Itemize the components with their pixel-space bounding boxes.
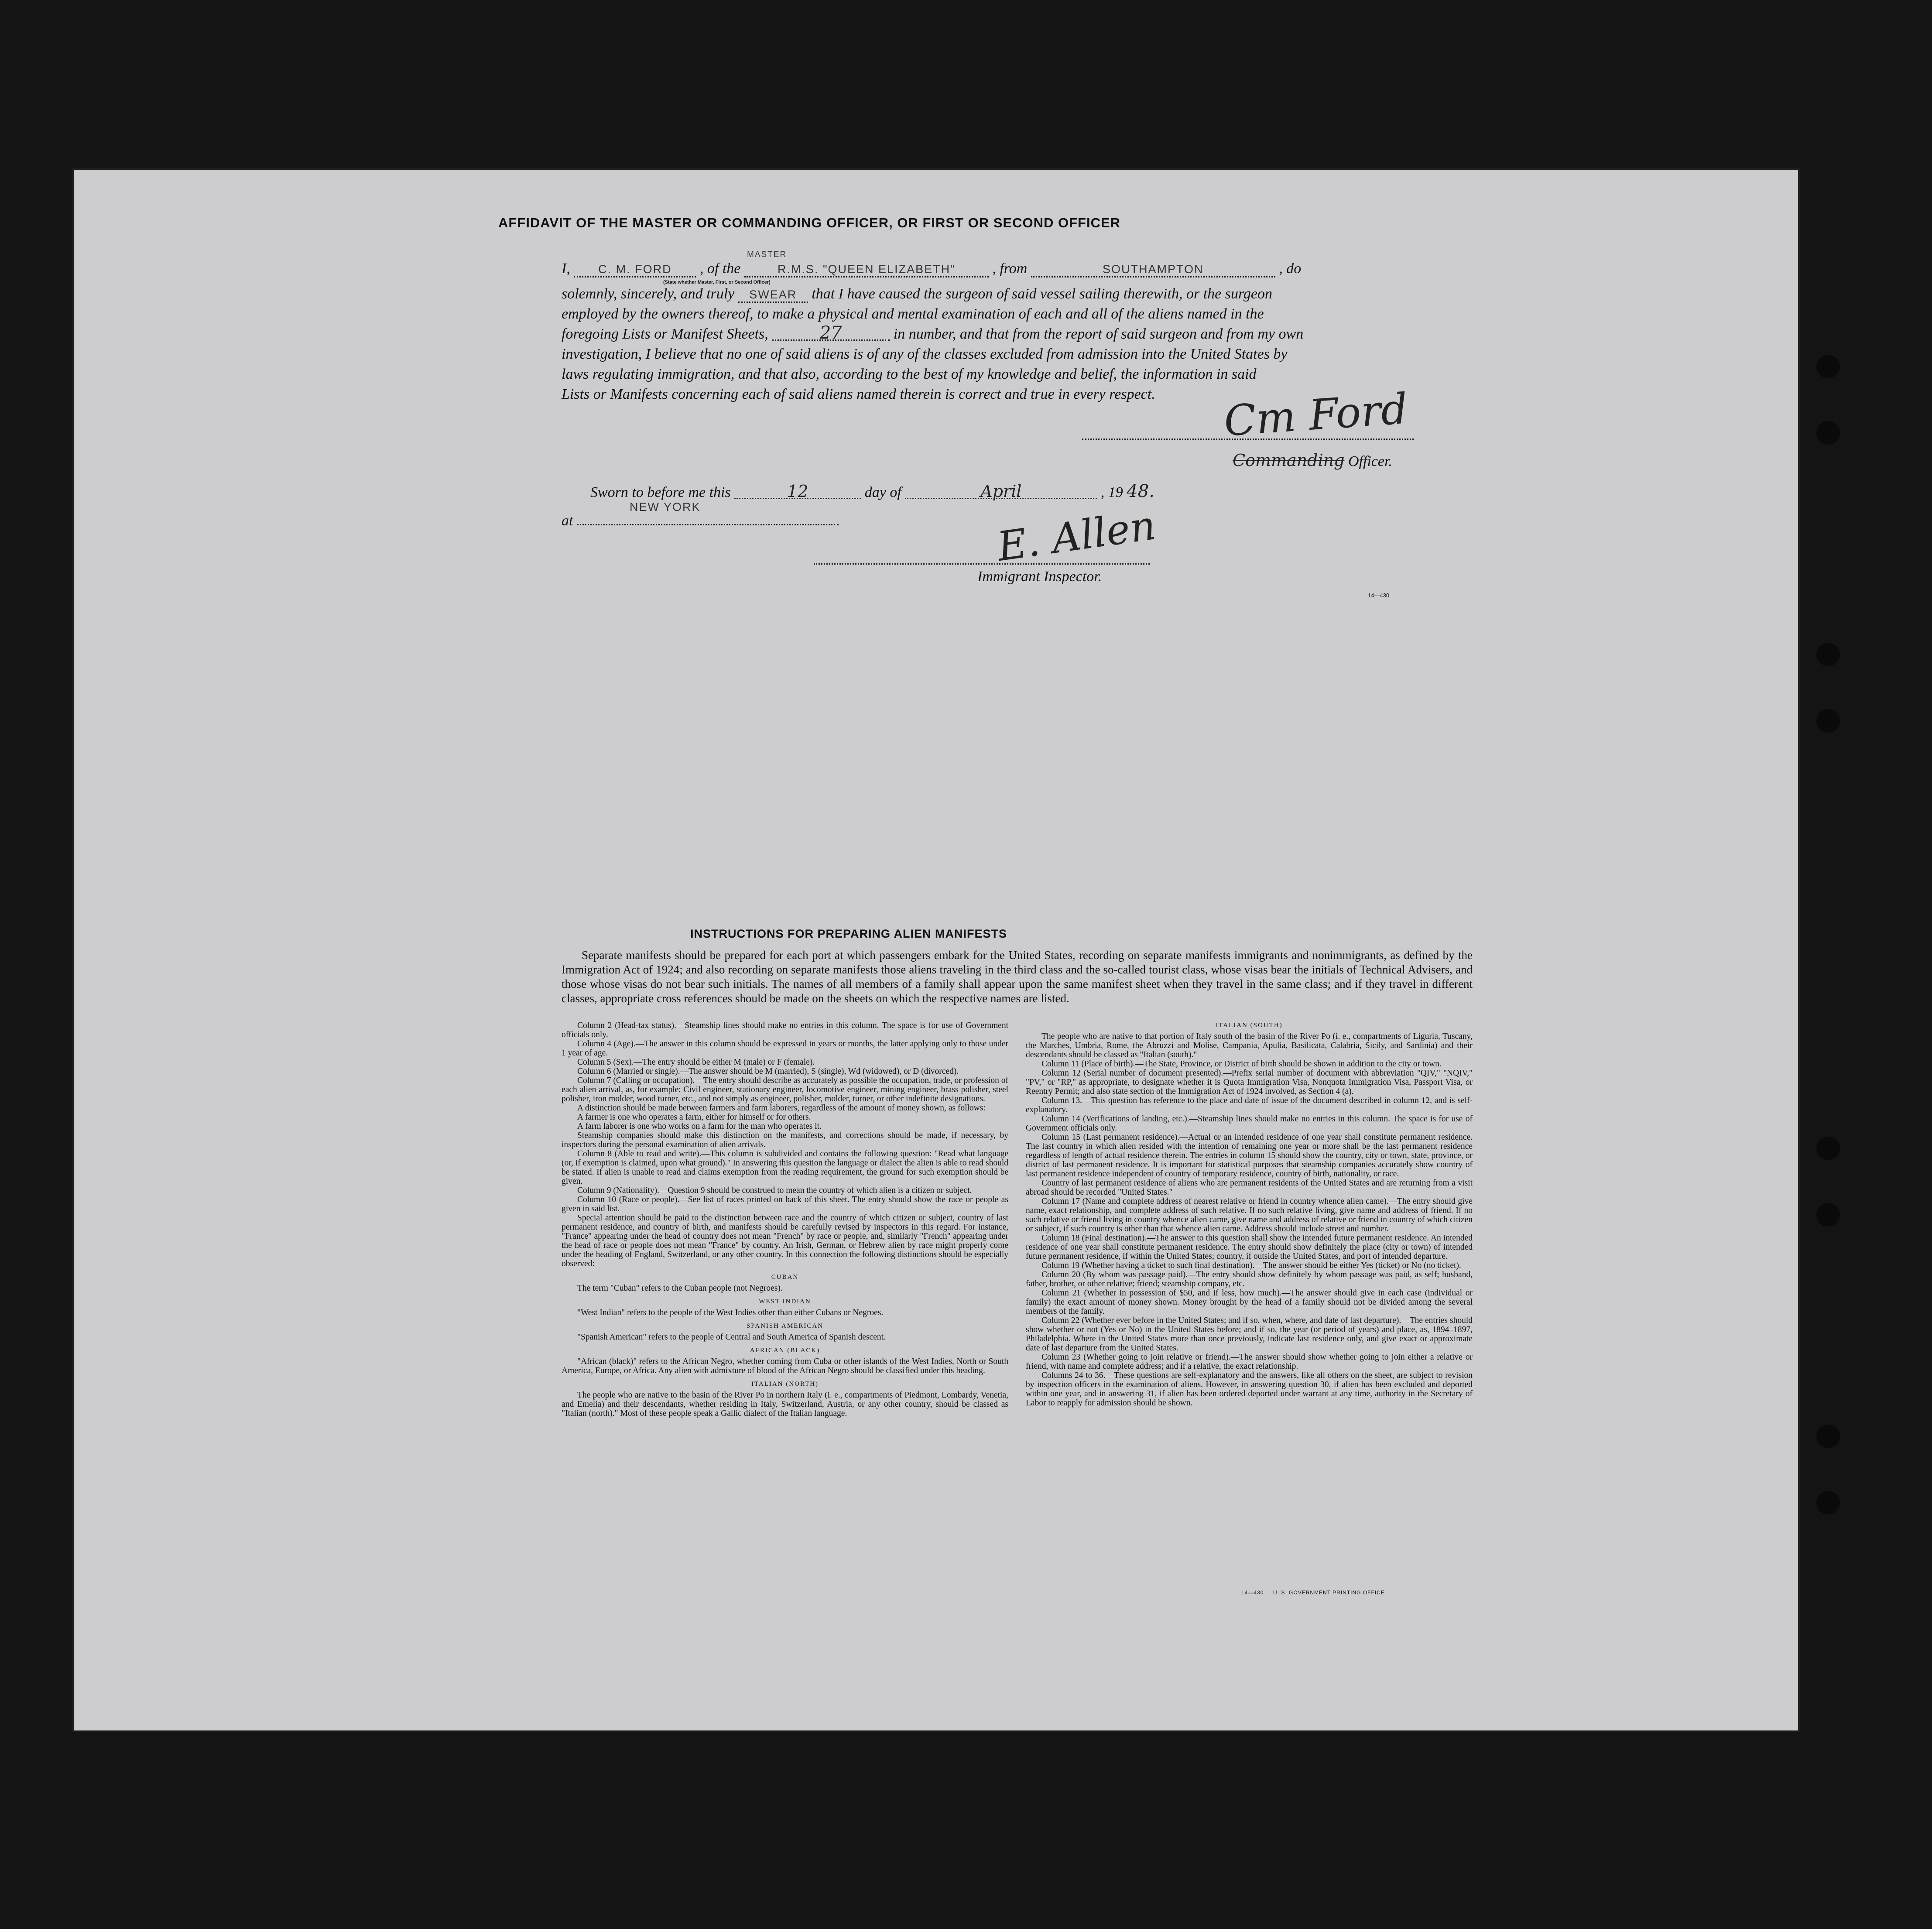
left-paragraph: Column 10 (Race or people).—See list of races printed on back of this sheet. The entry should show the race or people as given in said list.: [562, 1195, 1008, 1213]
punch-hole: [1816, 1491, 1840, 1514]
right-paragraph: Column 14 (Verifications of landing, etc.).—Steamship lines should make no entries in this column. The space is for use of Government officials only.: [1026, 1114, 1473, 1133]
right-paragraph: Column 17 (Name and complete address of nearest relative or friend in country whence alien came).—The entry should give name, exact relationship, and complete address of such relative. If no such relative living, give name and address of friend. If no such relative or friend living in country whence alien came, give name and address of relative or friend in country of which citizen or subject, if such country is other than that whence alien came. Address should include street and number.: [1026, 1197, 1473, 1233]
right-paragraph: Column 22 (Whether ever before in the United States; and if so, when, where, and date of last departure).—The entries should show whether or not (Yes or No) in the United States before; and if so, the year (or period of years) and place, as, 1894–1897, Philadelphia. Where in the United States more than once previously, indicate last residence only, and give exact or approximate date of last departure from the United States.: [1026, 1316, 1473, 1353]
right-paragraph: Column 20 (By whom was passage paid).—The entry should show definitely by whom passage was paid, as self; husband, father, brother, or other relative; friend; steamship company, etc.: [1026, 1270, 1473, 1288]
place-field: NEW YORK: [630, 500, 701, 514]
do-text: , do: [1279, 260, 1302, 277]
left-paragraph: Steamship companies should make this distinction on the manifests, and corrections should be made, if necessary, by inspectors during the personal examination of alien arrivals.: [562, 1131, 1008, 1149]
inspector-signature-line: [814, 563, 1150, 565]
rank-field: MASTER: [747, 250, 787, 259]
form-number: 14—430: [1368, 592, 1390, 599]
italian-north-heading: ITALIAN (NORTH): [751, 1381, 819, 1388]
port-field: SOUTHAMPTON: [1031, 263, 1275, 278]
inspector-signature: E. Allen: [994, 502, 1159, 570]
year-field: 48.: [1127, 481, 1154, 501]
officer-signature-line: [1082, 439, 1414, 440]
sheets-field: 27: [772, 326, 890, 341]
sworn-text: Sworn to before me this: [590, 484, 731, 500]
right-paragraph: Column 13.—This question has reference to the place and date of issue of the document described in column 12, and is self-explanatory.: [1026, 1096, 1473, 1114]
of-text: , of the: [699, 260, 741, 277]
punch-hole: [1816, 709, 1840, 733]
left-paragraph: Column 8 (Able to read and write).—This column is subdivided and contains the following question: "Read what language (or, if exemption is claimed, upon what ground)." In answering this question the language or dialect the alien is able to read should be stated. If alien is unable to read and claims exemption from the reading requirement, the ground for such exemption should be given.: [562, 1149, 1008, 1186]
officer-title: [1233, 451, 1392, 470]
left-paragraph: Column 7 (Calling or occupation).—The entry should describe as accurately as possible the occupation, trade, or profession of each alien arrival, as, for example: Civil engineer, stationary engineer, locomotive engineer, mining engineer, brass polisher, steel polisher, iron molder, wood turner, etc., and not simply as engineer, polisher, molder, turner, or other indefinite designations.: [562, 1076, 1008, 1103]
african-text: "African (black)" refers to the African Negro, whether coming from Cuba or other islands of the West Indies, North or South America, Europe, or Africa. Any alien with admixture of blood of the African Negro should be classified under this heading.: [562, 1357, 1008, 1375]
left-paragraph: Column 9 (Nationality).—Question 9 should be construed to mean the country of which alien is a citizen or subject.: [577, 1186, 972, 1195]
right-paragraph: Column 18 (Final destination).—The answer to this question shall show the intended future permanent residence. An intended residence of one year shall constitute permanent residence. The entry should show definitely the place (city or town) of intended future permanent residence, if within the United States; country, if outside the United States, and port of intended departure.: [1026, 1233, 1473, 1261]
spanish-american-text: "Spanish American" refers to the people of Central and South America of Spanish descent.: [577, 1333, 886, 1342]
right-paragraph: Column 21 (Whether in possession of $50, and if less, how much).—The answer should give in each case (individual or family) the exact amount of money shown. Money brought by the head of a family should not be divided among the several members of the family.: [1026, 1288, 1473, 1316]
affidavit-title: AFFIDAVIT OF THE MASTER OR COMMANDING OFFICER, OR FIRST OR SECOND OFFICER: [498, 215, 1121, 230]
right-paragraph: The people who are native to that portion of Italy south of the basin of the River Po (i. e., compartments of Liguria, Tuscany, the Marches, Umbria, Rome, the Abruzzi and Molise, Campania, Apulia, Basilicata, Calabria, Sicily, and Sardinia) and their descendants should be classed as "Italian (south).": [1026, 1032, 1473, 1059]
instructions-title: INSTRUCTIONS FOR PREPARING ALIEN MANIFESTS: [690, 927, 1007, 940]
italian-south-heading: ITALIAN (SOUTH): [1216, 1022, 1283, 1029]
from-text: , from: [992, 260, 1028, 277]
instructions-intro: Separate manifests should be prepared for each port at which passengers embark for the United States, recording on separate manifests immigrants and nonimmigrants, as defined by the Immigration Act of 1924; and also recording on separate manifests those aliens traveling in the third class and the so-called tourist class, whose visas bear the initials of Technical Advisers, and those whose visas do not bear such initials. The names of all members of a family shall appear upon the same manifest sheet when they travel in the same class; and if they travel in different classes, appropriate cross references should be made on the sheets on which the respective names are listed.: [562, 949, 1473, 1005]
affidavit-line-7: Lists or Manifests concerning each of said aliens named therein is correct and true in every respect.: [562, 386, 1155, 402]
affidavit-line-2: [562, 286, 1272, 303]
rank-note: (State whether Master, First, or Second Officer): [663, 280, 771, 285]
right-paragraph: Column 12 (Serial number of document presented).—Prefix serial number of document with abbreviation "QIV," "NQIV," "PV," or "RP," as appropriate, to designate whether it is Quota Immigration Visa, Nonquota Immigration Visa, Passport Visa, or Reentry Permit; and also state section of the Immigration Act of 1924 involved, as Section 4 (a).: [1026, 1069, 1473, 1096]
at-text: at: [562, 513, 573, 529]
inspector-title: Immigrant Inspector.: [977, 569, 1102, 585]
line2-a: solemnly, sincerely, and truly: [562, 286, 735, 302]
spanish-american-heading: SPANISH AMERICAN: [746, 1323, 824, 1329]
punch-hole: [1816, 643, 1840, 666]
line4-a: foregoing Lists or Manifest Sheets,: [562, 326, 768, 342]
sworn-line: [590, 481, 1154, 501]
officer-suffix: Officer.: [1348, 453, 1392, 469]
right-paragraph: Column 19 (Whether having a ticket to such final destination).—The answer should be either Yes (ticket) or No (no ticket).: [1041, 1261, 1461, 1270]
at-line: [562, 513, 839, 529]
affidavit-line-5: investigation, I believe that no one of said aliens is of any of the classes excluded from admission into the United States by: [562, 346, 1288, 362]
line2-b: that I have caused the surgeon of said vessel sailing therewith, or the surgeon: [812, 286, 1273, 302]
month-field: April: [905, 485, 1097, 499]
left-paragraph: Column 4 (Age).—The answer in this column should be expressed in years or months, the latter applying only to those under 1 year of age.: [562, 1039, 1008, 1058]
west-indian-heading: WEST INDIAN: [759, 1298, 811, 1305]
punch-hole: [1816, 355, 1840, 378]
punch-hole: [1816, 1137, 1840, 1160]
west-indian-text: "West Indian" refers to the people of the West Indies other than either Cubans or Negroes.: [577, 1308, 884, 1317]
instructions-left-column: [562, 1021, 1008, 1418]
instructions-right-column: [1026, 1021, 1473, 1408]
right-paragraph: Column 23 (Whether going to join relative or friend).—The answer should show whether going to join either a relative or friend, with name and complete address; and if a relative, the exact relationship.: [1026, 1353, 1473, 1371]
affidavit-line-3: employed by the owners thereof, to make a physical and mental examination of each and all of the aliens named in the: [562, 306, 1264, 322]
at-line-dots: [577, 515, 839, 525]
line4-b: in number, and that from the report of said surgeon and from my own: [893, 326, 1304, 342]
right-paragraph: Column 11 (Place of birth).—The State, Province, or District of birth should be shown in addition to the city or town.: [1041, 1059, 1442, 1069]
affidavit-line-6: laws regulating immigration, and that also, according to the best of my knowledge and belief, the information in said: [562, 366, 1257, 382]
right-paragraph: Country of last permanent residence of aliens who are permanent residents of the United States and are returning from a visit abroad should be recorded "United States.": [1026, 1179, 1473, 1197]
right-paragraph: Columns 24 to 36.—These questions are self-explanatory and the answers, like all others on the sheet, are subject to revision by inspection officers in the examination of aliens. However, in answering question 30, if alien has been excluded and deported within one year, and in answering 31, if alien has been ordered deported under warrant at any time, authority in the Secretary of Labor to reapply for admission should be shown.: [1026, 1371, 1473, 1408]
left-paragraph: Column 2 (Head-tax status).—Steamship lines should make no entries in this column. The space is for use of Government officials only.: [562, 1021, 1008, 1039]
oath-field: SWEAR: [738, 288, 808, 303]
cuban-heading: CUBAN: [771, 1274, 799, 1281]
left-paragraph: A farm laborer is one who works on a farm for the man who operates it.: [577, 1122, 822, 1131]
officer-title-struck: Commanding: [1233, 451, 1345, 470]
right-paragraph: Column 15 (Last permanent residence).—Actual or an intended residence of one year shall constitute permanent residence. The last country in which alien resided with the intention of remaining one year or more shall be the last permanent residence regardless of length of actual residence therein. The entries in column 15 should show the country, city or town, state, province, or district of last permanent residence. It is important for statistical purposes that steamship companies accurately show country of last permanent residence independent of country of temporary residence, country of birth, nationality, or race.: [1026, 1133, 1473, 1179]
african-heading: AFRICAN (BLACK): [750, 1347, 820, 1354]
left-paragraph: Column 5 (Sex).—The entry should be either M (male) or F (female).: [577, 1058, 815, 1067]
name-field: C. M. FORD: [574, 263, 696, 278]
left-paragraph: Column 6 (Married or single).—The answer should be M (married), S (single), Wd (widowed), or D (divorced).: [577, 1067, 959, 1076]
affidavit-line-1: [562, 250, 1302, 278]
printing-office-footer: 14—430 U. S. GOVERNMENT PRINTING OFFICE: [1241, 1590, 1385, 1596]
officer-signature: Cm Ford: [1222, 384, 1409, 446]
left-paragraph: A distinction should be made between farmers and farm laborers, regardless of the amount of money shown, as follows:: [577, 1103, 986, 1113]
line1-prefix: I,: [562, 260, 570, 277]
italian-north-text: The people who are native to the basin of the River Po in northern Italy (i. e., compartments of Piedmont, Lombardy, Venetia, and Emelia) and their descendants, whether residing in Italy, Switzerland, Austria, or any other country, should be classed as "Italian (north)." Most of these people speak a Gallic dialect of the Italian language.: [562, 1391, 1008, 1418]
cuban-text: The term "Cuban" refers to the Cuban people (not Negroes).: [577, 1284, 783, 1293]
day-field: 12: [734, 485, 861, 499]
day-of-text: day of: [864, 484, 901, 500]
year-prefix: , 19: [1100, 484, 1123, 500]
punch-hole: [1816, 1425, 1840, 1448]
manifest-page: [72, 168, 1800, 1732]
left-paragraph: A farmer is one who operates a farm, either for himself or for others.: [577, 1113, 811, 1122]
affidavit-line-4: [562, 323, 1304, 343]
punch-hole: [1816, 421, 1840, 445]
punch-hole: [1816, 1203, 1840, 1227]
left-paragraph: Special attention should be paid to the distinction between race and the country of which citizen or subject, country of last permanent residence, and country of birth, and manifests should be carefully revised by inspectors in this regard. For instance, "France" appearing under the head of country does not mean "French" by race or people, and, similarly "French" appearing under the head of race or people does not mean "France" by country. An Irish, German, or Hebrew alien by race might properly come under the heading of England, Switzerland, or any other country. In this connection the following distinctions should be especially observed:: [562, 1213, 1008, 1268]
ship-field: R.M.S. "QUEEN ELIZABETH": [744, 263, 989, 278]
